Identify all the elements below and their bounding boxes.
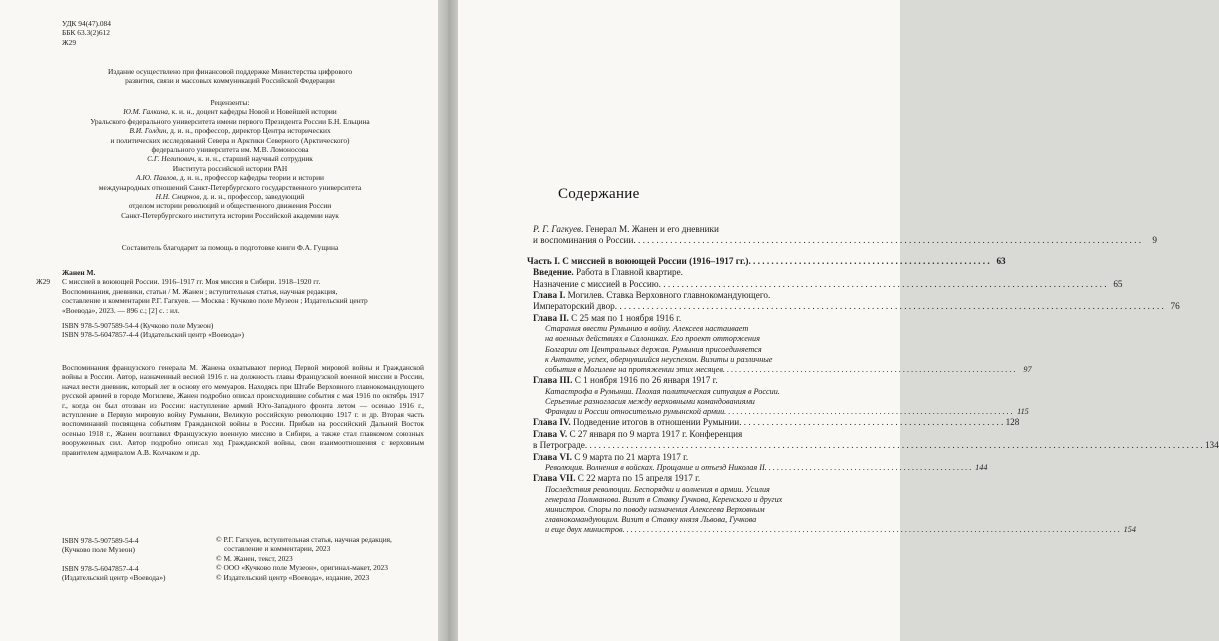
reviewer-text: и политических исследований Севера и Арктики Северного (Арктического) xyxy=(110,135,350,145)
biblio-line: С миссией в воюющей России. 1916–1917 гг. Моя миссия в Сибири. 1918–1920 гг. xyxy=(62,277,321,287)
bibliographic-record xyxy=(36,268,426,340)
biblio-isbn: ISBN 978-5-907589-54-4 (Кучково поле Музеон) xyxy=(62,321,214,331)
chapter-label: Глава V. xyxy=(533,428,568,439)
reviewer-text: Института российской истории РАН xyxy=(172,163,288,173)
footer-isbn xyxy=(62,536,202,583)
chapter-label: Глава IV. xyxy=(533,417,571,428)
reviewer-text: федерального университета им. М.В. Ломоносова xyxy=(151,145,309,155)
reviewer-name: Н.Н. Смирнов xyxy=(155,192,200,202)
introduction-text: Назначение с миссией в Россию xyxy=(533,278,659,289)
reviewer-line xyxy=(40,154,420,163)
copyright-line: © ООО «Кучково поле Музеон», оригинал-макет, 2023 xyxy=(216,563,388,573)
leader-dots: . . . . . . . . . . . . . . . . . . . . . . . . . . . . . . . . . . . . . . . . . . . . . . . . . . . . . . . . . . . . . . . . . . . . . . . xyxy=(724,407,1013,417)
chapter-description: к Антанте, успех, обернувшийся неуспехом. Визиты и различные xyxy=(545,354,773,364)
chapter-title: Императорский двор xyxy=(533,301,615,312)
reviewer-text: Санкт-Петербургского института истории Российской академии наук xyxy=(121,210,339,220)
book-gutter xyxy=(438,0,458,641)
chapter-description: Революция. Волнения в войсках. Прощание и отъезд Николая II xyxy=(545,462,765,472)
biblio-author: Жанен М. xyxy=(62,268,96,277)
chapter-description: Последствия революции. Беспорядки и волнения в армии. Усилия xyxy=(545,484,770,494)
copyright-line: © Р.Г. Гагкуев, вступительная статья, научная редакция, составление и комментарии, 2023 xyxy=(216,535,392,554)
chapter-description: Серьезные разногласия между верховными командованиями xyxy=(545,396,755,406)
reviewer-line xyxy=(40,164,420,173)
leader-dots: . . . . . . . . . . . . . . . . . . . . . . . . . . . . . . . . . . . . . . . . . . . . . . . . . . . . . . . . . . . . . . . . . . . . . . . . . . . . . . . . . . . . . . . . . . . . . . . . . . . . . . . . . . . . . . . . . . . . . . . . xyxy=(614,301,1164,312)
page-number: 144 xyxy=(975,462,988,472)
support-note xyxy=(40,67,420,86)
reviewer-name: Ю.М. Галкина xyxy=(123,107,168,117)
right-page xyxy=(458,0,1219,641)
page-number: 134 xyxy=(1204,440,1219,451)
support-line: развития, связи и массовых коммуникаций Российской Федерации xyxy=(125,76,335,86)
reviewer-line xyxy=(40,107,420,116)
toc-chapter[interactable] xyxy=(527,312,1032,375)
leader-dots: . . . . . . . . . . . . . . . . . . . . . . . . . . . . . . . . . . . . . . . . . . . . . . . . . . . . . . . . . . . . . . . . . . . . . . . . . . . . . . . . . . . . . . . . . . . . . . . . . . xyxy=(658,278,1107,289)
reviewers-block xyxy=(40,98,420,220)
page-number: 9 xyxy=(1152,235,1157,246)
footer-isbn-line: ISBN 978-5-907589-54-4 xyxy=(62,536,139,545)
chapter-description: события в Могилеве на протяжении этих месяцев xyxy=(545,365,723,375)
thanks-note: Составитель благодарит за помощь в подготовке книги Ф.А. Гущина xyxy=(121,243,339,252)
chapter-title: в Петрограде xyxy=(533,440,585,451)
leader-dots: . . . . . . . . . . . . . . . . . . . . . . . . . . . . . . . . . . . . . . . . . . . . . . . . . . . . . xyxy=(748,255,990,266)
biblio-line: Воспоминания, дневники, статьи / М. Жанен ; вступительная статья, научная редакция, xyxy=(62,286,338,296)
chapter-label: Глава I. xyxy=(533,290,566,301)
reviewer-line xyxy=(40,192,420,201)
chapter-description: главнокомандующим. Визит в Ставку князя Львова, Гучкова xyxy=(545,515,757,525)
chapter-label: Глава III. xyxy=(533,375,573,386)
author-sign: Ж29 xyxy=(62,37,77,47)
toc-part[interactable] xyxy=(527,255,1006,267)
bbk-code: ББК 63.3(2)612 xyxy=(62,28,110,38)
reviewer-line xyxy=(40,183,420,192)
chapter-label: Глава II. xyxy=(533,312,569,323)
intro-line: . Генерал М. Жанен и его дневники xyxy=(581,224,719,234)
page-number: 63 xyxy=(996,255,1006,266)
leader-dots: . . . . . . . . . . . . . . . . . . . . . . . . . . . . . . . . . . . . . . . . . . . . . . . . . . . . . . . . . . . . . . . . . . . . . . . . . . . . . . . . . . . . . . . . . . . . . . . . . . . . . . . . . . . . . . . xyxy=(633,235,1141,246)
leader-dots: . . . . . . . . . . . . . . . . . . . . . . . . . . . . . . . . . . . . . . . . . . . . . . . . . . . . . . . . . . . . . . . . . . . . . . . . xyxy=(722,365,1016,375)
reviewers-title: Рецензенты: xyxy=(210,98,250,107)
reviewer-text: международных отношений Санкт-Петербургского государственного университета xyxy=(98,182,362,192)
chapter-title: С 22 марта по 15 апреля 1917 г. xyxy=(575,473,701,484)
toc-intro[interactable] xyxy=(527,224,1157,247)
toc-chapter[interactable] xyxy=(527,375,1029,417)
chapter-title: С 27 января по 9 марта 1917 г. Конференция xyxy=(567,428,743,439)
reviewer-text: Уральского федерального университета имени первого Президента России Б.Н. Ельцина xyxy=(90,116,370,126)
page-number: 76 xyxy=(1170,301,1180,312)
introduction-label: Введение. xyxy=(533,267,574,278)
toc-chapter[interactable] xyxy=(527,428,1219,452)
leader-dots: . . . . . . . . . . . . . . . . . . . . . . . . . . . . . . . . . . . . . . . . . . . . . . . . . . . xyxy=(764,462,972,472)
support-line: Издание осуществлено при финансовой поддержке Министерства цифрового xyxy=(107,67,353,76)
leader-dots: . . . . . . . . . . . . . . . . . . . . . . . . . . . . . . . . . . . . . . . . . . . . . . . . . . . . . . . . . . xyxy=(739,417,1004,428)
reviewer-text: , к. и. н., старший научный сотрудник xyxy=(194,154,313,164)
chapter-description: и еще двух министров xyxy=(545,525,623,535)
reviewer-name: С.Г. Нелипович xyxy=(147,154,195,164)
chapter-description: на военных действиях в Салониках. Его проект отторжения xyxy=(545,334,760,344)
chapter-description: Франции и России относительно румынской армии xyxy=(545,407,725,417)
chapter-description: министров. Споры по поводу назначения Алексеева Верховным xyxy=(545,504,765,514)
classification-codes xyxy=(62,19,111,47)
biblio-sign: Ж29 xyxy=(36,277,51,287)
intro-line: и воспоминания о России xyxy=(533,235,634,246)
chapter-label: Глава VI. xyxy=(533,451,572,462)
biblio-line: «Воевода», 2023. — 896 с.; [2] с. : ил. xyxy=(62,305,180,315)
biblio-line: составление и комментарии Р.Г. Гагкуев. — Москва : Кучково поле Музеон ; Издательский центр xyxy=(62,296,368,306)
reviewer-name: А.Ю. Павлов xyxy=(136,173,177,183)
reviewer-line xyxy=(40,201,420,210)
footer-isbn-line: (Кучково поле Музеон) xyxy=(62,545,135,555)
footer-isbn-line: (Издательский центр «Воевода») xyxy=(62,573,166,583)
reviewer-line xyxy=(40,117,420,126)
chapter-description: Болгарии от Центральных держав. Румыния присоединяется xyxy=(545,344,762,354)
reviewer-text: , д. и. н., профессор кафедры теории и истории xyxy=(176,173,324,183)
udc-code: УДК 94(47).084 xyxy=(62,19,111,28)
toc-chapter[interactable] xyxy=(527,290,1180,313)
reviewer-text: , к. и. н., доцент кафедры Новой и Новейшей истории xyxy=(167,107,337,117)
reviewer-name: В.И. Голдин xyxy=(129,126,167,136)
toc-title: Содержание xyxy=(558,186,640,202)
chapter-title: С 25 мая по 1 ноября 1916 г. xyxy=(568,312,682,323)
biblio-code xyxy=(36,268,62,277)
intro-author: Р. Г. Гагкуев xyxy=(533,224,582,234)
leader-dots: . . . . . . . . . . . . . . . . . . . . . . . . . . . . . . . . . . . . . . . . . . . . . . . . . . . . . . . . . . . . . . . . . . . . . . . . . . . . . . . . . . . . . . . . . . . . . . . . . . . . . . . . . . . . . . . . . . . . . . . . . . . . . . . . . . . . . . . xyxy=(584,440,1203,451)
chapter-description: Катастрофа в Румынии. Плохая политическая ситуация в России. xyxy=(545,386,780,396)
left-page xyxy=(0,0,438,641)
chapter-title: Могилев. Ставка Верховного главнокомандующего. xyxy=(565,290,771,301)
reviewer-line xyxy=(40,126,420,135)
chapter-title: С 9 марта по 21 марта 1917 г. xyxy=(571,451,689,462)
reviewer-text: , д. и. н., профессор, директор Центра исторических xyxy=(166,126,331,136)
copyright-line: © Издательский центр «Воевода», издание, 2023 xyxy=(216,572,370,582)
page-number: 154 xyxy=(1123,525,1136,535)
reviewer-text: , д. и. н., профессор, заведующий xyxy=(199,192,305,202)
reviewer-line xyxy=(40,211,420,220)
copyright-block xyxy=(216,535,422,582)
reviewer-text: отделом истории революций и общественного движения России xyxy=(128,201,332,211)
page-number: 128 xyxy=(1005,417,1020,428)
page-number: 65 xyxy=(1113,278,1123,289)
introduction-text: Работа в Главной квартире. xyxy=(573,267,683,278)
chapter-label: Глава VII. xyxy=(533,473,576,484)
leader-dots: . . . . . . . . . . . . . . . . . . . . . . . . . . . . . . . . . . . . . . . . . . . . . . . . . . . . . . . . . . . . . . . . . . . . . . . . . . . . . . . . . . . . . . . . . . . . . . . . . . . . . . . . . . . . . . . . . . . . . . . . . . xyxy=(622,525,1120,535)
toc-introduction[interactable] xyxy=(527,267,1123,290)
toc-chapter[interactable] xyxy=(527,451,988,474)
page-number: 115 xyxy=(1017,407,1029,417)
reviewer-line xyxy=(40,136,420,145)
chapter-description: Старания ввести Румынию в войну. Алексеев настаивает xyxy=(545,324,749,334)
biblio-isbn: ISBN 978-5-6047857-4-4 (Издательский центр «Воевода») xyxy=(62,330,244,340)
chapter-title: Подведение итогов в отношении Румынии xyxy=(570,417,740,428)
reviewer-line xyxy=(40,145,420,154)
page-number: 97 xyxy=(1023,365,1032,375)
chapter-description: генерала Поливанова. Визит в Ставку Гучкова, Керенского и других xyxy=(545,494,783,504)
footer-isbn-line: ISBN 978-5-6047857-4-4 xyxy=(62,563,139,573)
reviewer-line xyxy=(40,173,420,182)
part-title: Часть I. С миссией в воюющей России (1916–1917 гг.) xyxy=(527,255,749,266)
toc-chapter[interactable] xyxy=(527,417,1020,428)
chapter-title: С 1 ноября 1916 по 26 января 1917 г. xyxy=(572,375,718,386)
table-of-contents xyxy=(527,224,1219,536)
copyright-line: © М. Жанен, текст, 2023 xyxy=(216,553,293,563)
toc-chapter[interactable] xyxy=(527,473,1136,535)
abstract: Воспоминания французского генерала М. Жанена охватывают период Первой мировой войны и Гражданской войны в России. Автор, назначенный весной 1916 г. на должность главы Французской военной миссии в России, начал вести дневник, который лег в основу его мемуаров. Находясь при Штабе Верховного главнокомандующего русской армией в городе Могилеве, Жанен подробно описал происходившие события с мая 1916 по октябрь 1917 г., когда он был отозван из России: наступление армий Юго-Западного фронта летом — осенью 1916 г., вступление в Первую мировую войну Румынии, Великую российскую революцию 1917 г. и др. Вторая часть воспоминаний посвящена событиям Гражданской войны в России. Прибыв на российский Дальний Восток осенью 1918 г., Жанен возглавил Французскую военную миссию в Сибири, а также стал главкомом союзных вооруженных сил. Автор подробно описал ход Гражданской войны, свои взаимоотношения с верховным правителем адмиралом А.В. Колчаком и др. xyxy=(62,363,424,457)
